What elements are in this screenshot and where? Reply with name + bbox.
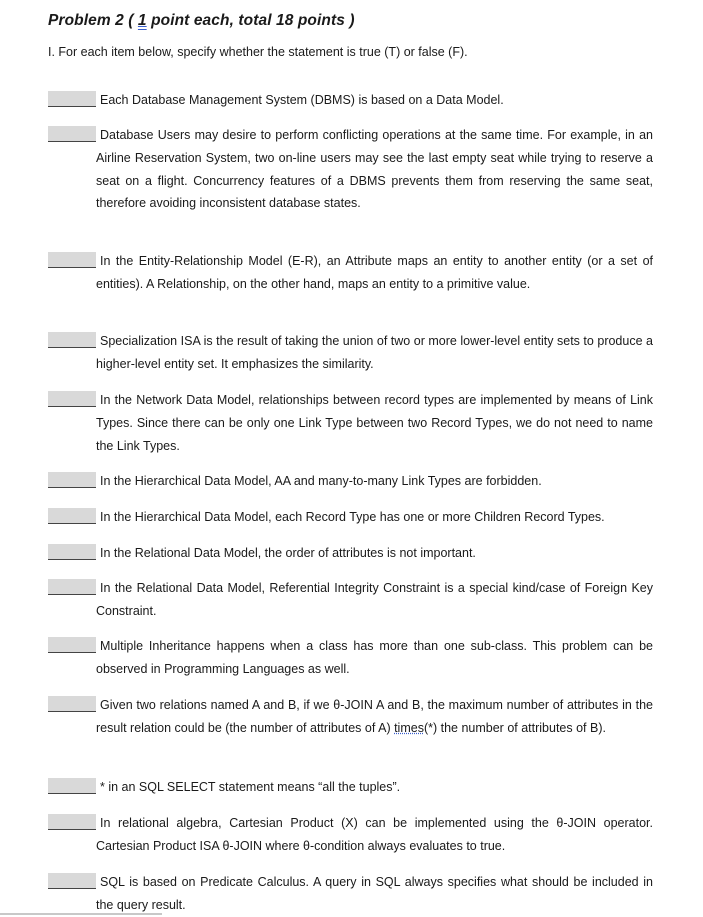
answer-blank[interactable]	[48, 391, 96, 407]
question-text: In the Relational Data Model, the order of attributes is not important.	[100, 546, 476, 560]
question-text: Multiple Inheritance happens when a class has more than one sub-class. This problem can be observed in Programming Languages as well.	[96, 639, 653, 676]
answer-blank[interactable]	[48, 544, 96, 560]
page-bottom-divider	[0, 913, 162, 915]
title-points-value: 1	[137, 12, 147, 29]
question-item-6	[48, 470, 653, 493]
answer-blank[interactable]	[48, 814, 96, 830]
question-item-12	[48, 776, 653, 799]
question-item-2	[48, 124, 653, 215]
question-item-8	[48, 542, 653, 565]
answer-blank[interactable]	[48, 91, 96, 107]
question-item-14	[48, 871, 653, 917]
answer-blank[interactable]	[48, 252, 96, 268]
question-text: SQL is based on Predicate Calculus. A query in SQL always specifies what should be included in the query result.	[96, 875, 653, 912]
question-text: In relational algebra, Cartesian Product (X) can be implemented using the θ-JOIN operator. Cartesian Product ISA θ-JOIN where θ-condition always evaluates to true.	[96, 816, 653, 853]
question-item-5	[48, 389, 653, 457]
question-text-after: (*) the number of attributes of B).	[423, 720, 606, 735]
title-suffix: point each, total 18 points )	[146, 12, 355, 29]
question-item-11	[48, 694, 653, 740]
question-text: Specialization ISA is the result of taking the union of two or more lower-level entity sets to produce a higher-level entity set. It emphasizes the similarity.	[96, 334, 653, 371]
question-text: In the Entity-Relationship Model (E-R), an Attribute maps an entity to another entity (or a set of entities). A Relationship, on the other hand, maps an entity to a primitive value.	[96, 254, 653, 291]
question-text: In the Network Data Model, relationships between record types are implemented by means of Link Types. Since there can be only one Link Type between two Record Types, we do not need to name the Link Types.	[96, 393, 653, 453]
question-text: Database Users may desire to perform conflicting operations at the same time. For example, in an Airline Reservation System, two on-line users may see the last empty seat while trying to reserve a seat on a flight. Concurrency features of a DBMS prevents them from reserving the same seat, therefore avoiding inconsistent database states.	[96, 128, 653, 211]
question-item-9	[48, 577, 653, 623]
question-text-before: Given two relations named A and B, if we θ-JOIN A and B, the maximum number of attributes in the result relation could be (the number of attributes of A)	[96, 698, 653, 735]
answer-blank[interactable]	[48, 332, 96, 348]
instructions-text: I. For each item below, specify whether the statement is true (T) or false (F).	[48, 45, 468, 59]
answer-blank[interactable]	[48, 472, 96, 488]
question-item-7	[48, 506, 653, 529]
answer-blank[interactable]	[48, 637, 96, 653]
question-item-3	[48, 250, 653, 296]
question-item-4	[48, 330, 653, 376]
question-item-10	[48, 635, 653, 681]
answer-blank[interactable]	[48, 873, 96, 889]
question-text: In the Hierarchical Data Model, each Record Type has one or more Children Record Types.	[100, 510, 605, 524]
question-text: In the Hierarchical Data Model, AA and many-to-many Link Types are forbidden.	[100, 474, 542, 488]
question-item-1	[48, 89, 653, 112]
question-text: * in an SQL SELECT statement means “all the tuples”.	[100, 780, 401, 794]
problem-title	[48, 12, 355, 30]
question-text: Each Database Management System (DBMS) is based on a Data Model.	[100, 93, 504, 107]
question-text-times: times	[394, 720, 424, 735]
answer-blank[interactable]	[48, 778, 96, 794]
answer-blank[interactable]	[48, 696, 96, 712]
answer-blank[interactable]	[48, 508, 96, 524]
question-item-13	[48, 812, 653, 858]
answer-blank[interactable]	[48, 579, 96, 595]
title-prefix: Problem 2 (	[48, 12, 138, 29]
answer-blank[interactable]	[48, 126, 96, 142]
question-text: In the Relational Data Model, Referential Integrity Constraint is a special kind/case of Foreign Key Constraint.	[96, 581, 653, 618]
